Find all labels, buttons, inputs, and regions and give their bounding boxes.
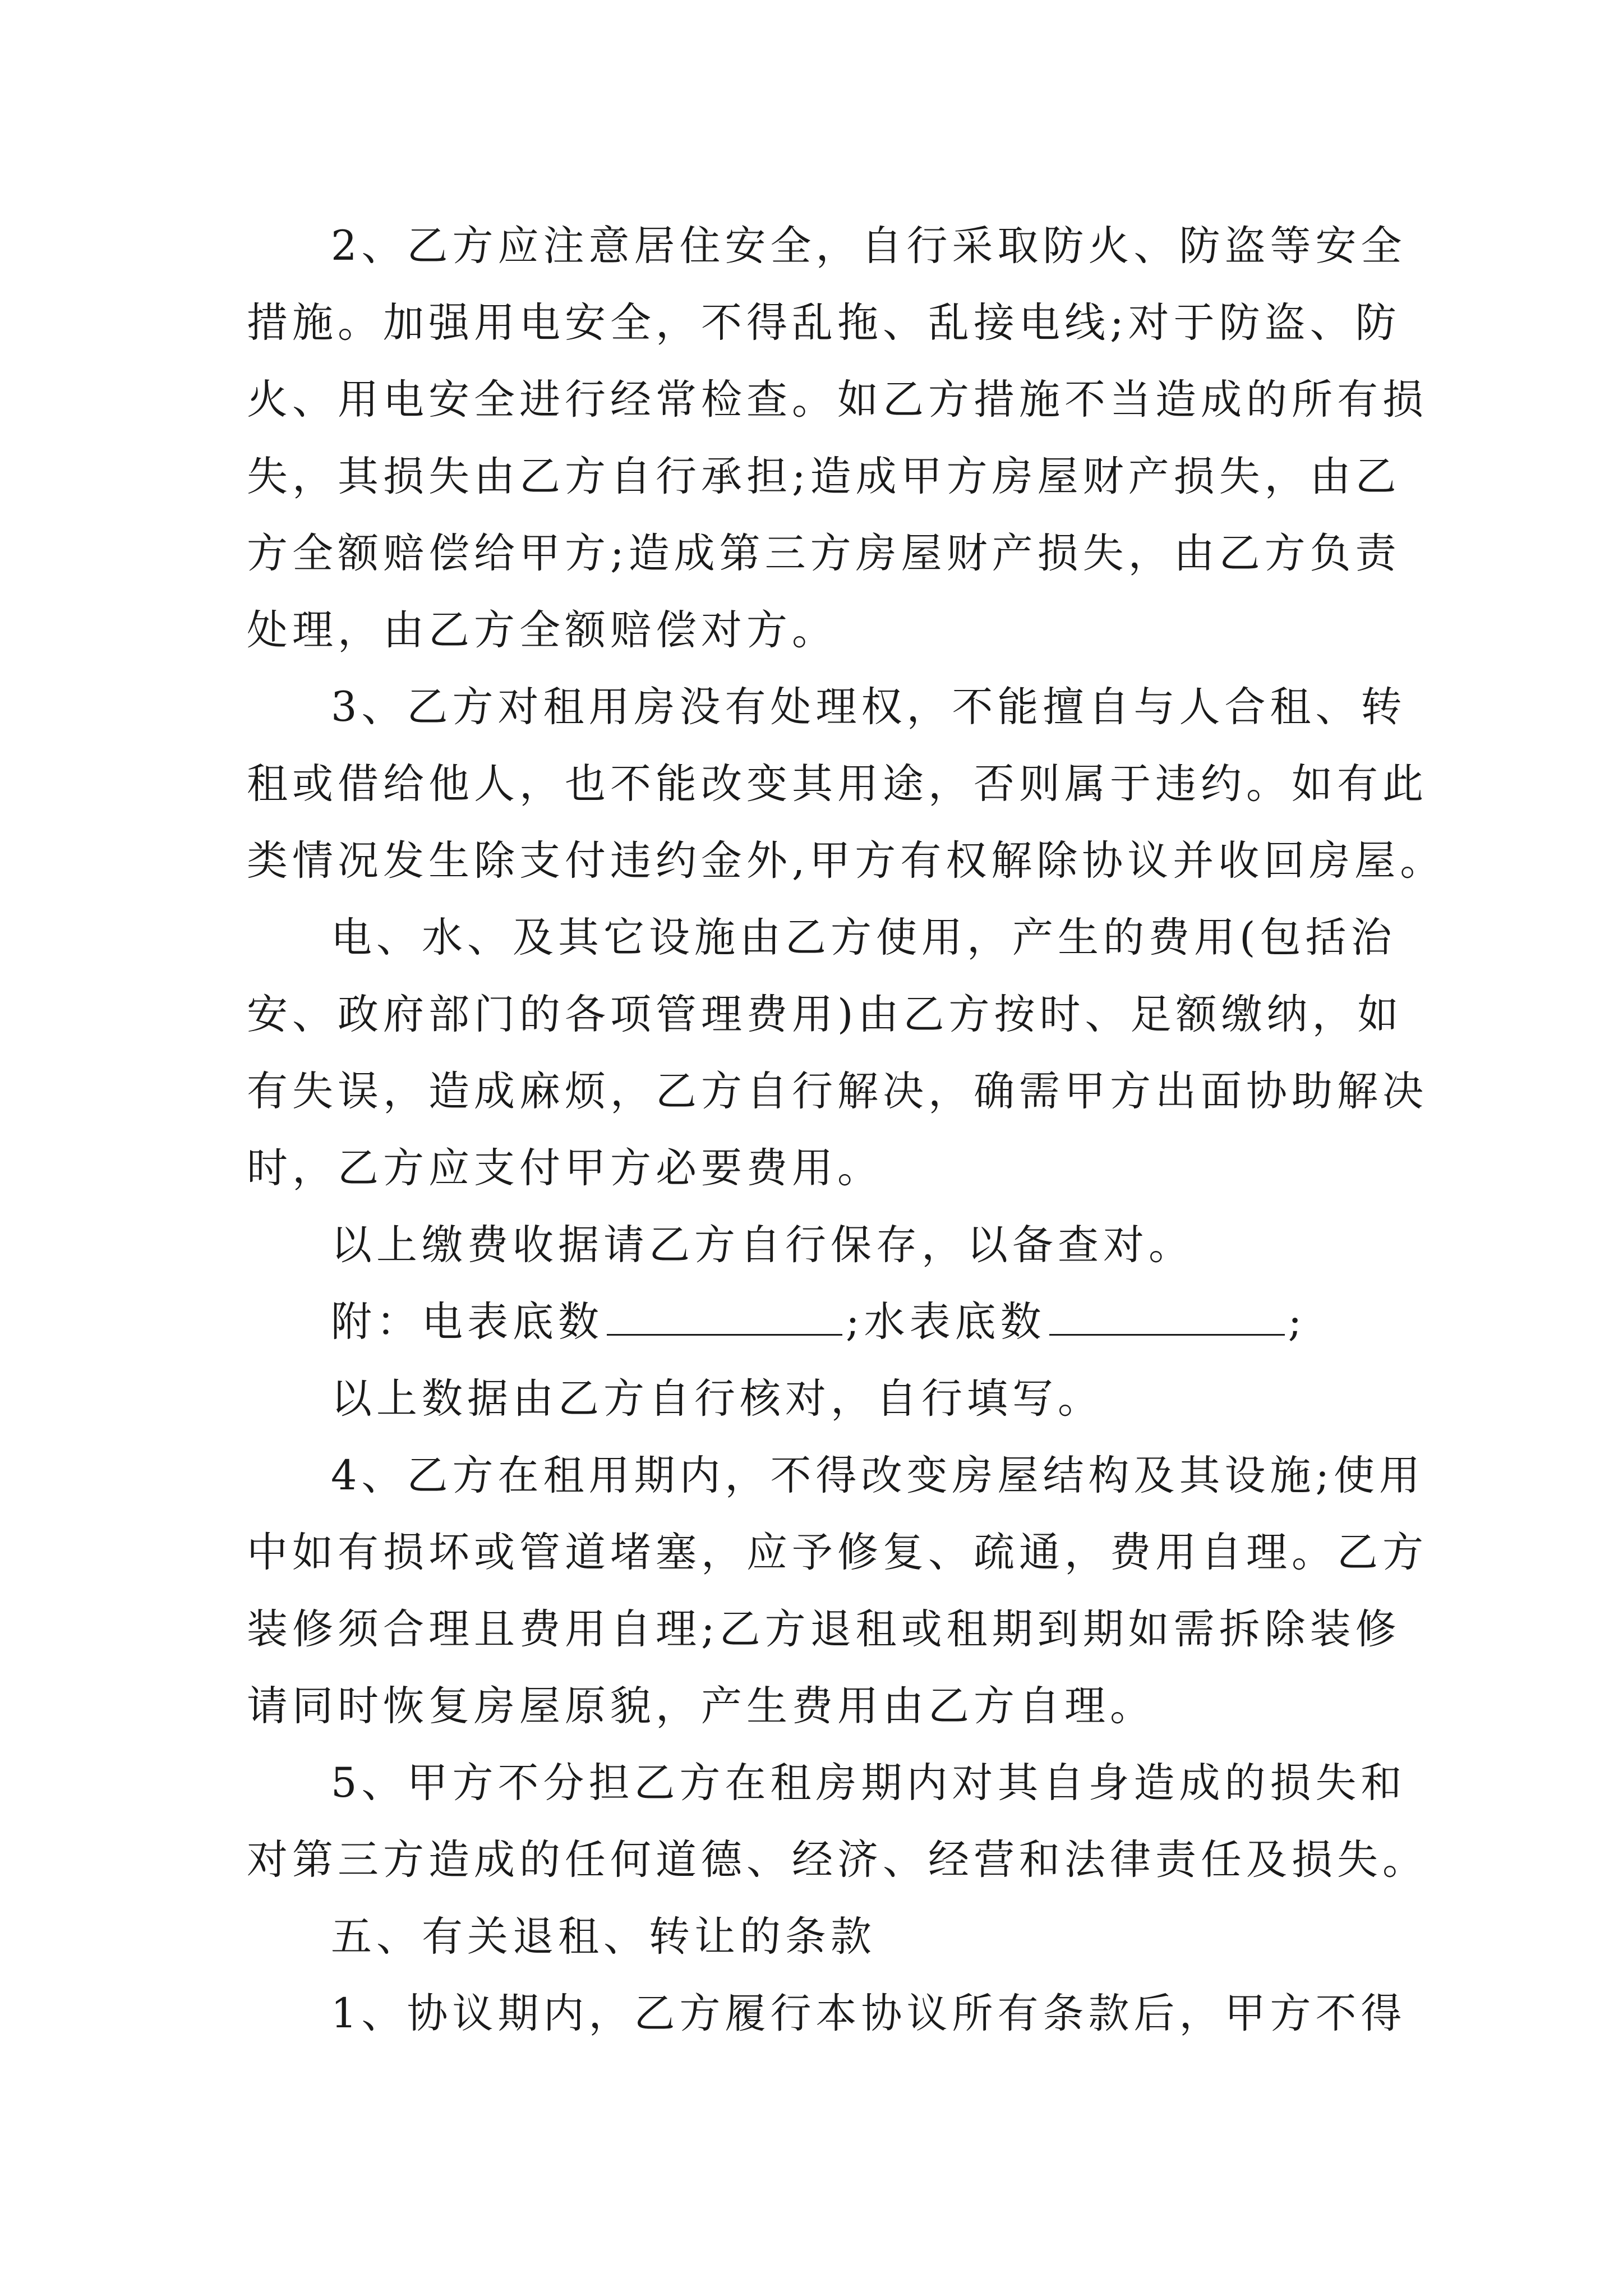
water-meter-blank [1049, 1300, 1285, 1336]
text-line: 1、协议期内，乙方履行本协议所有条款后，甲方不得 [331, 1990, 1407, 2037]
text-line: 中如有损坏或管道堵塞，应予修复、疏通，费用自理。乙方 [247, 1529, 1428, 1576]
water-meter-label: ;水表底数 [846, 1298, 1046, 1346]
text-line: 电、水、及其它设施由乙方使用，产生的费用(包括治 [331, 914, 1396, 961]
clause-5-paragraph [247, 1745, 1428, 1898]
text-line: 类情况发生除支付违约金外,甲方有权解除协议并收回房屋。 [247, 837, 1446, 885]
meter-readings-line [247, 1283, 1391, 1360]
text-line: 安、政府部门的各项管理费用)由乙方按时、足额缴纳，如 [247, 991, 1403, 1038]
utilities-paragraph [247, 899, 1428, 1207]
text-line: 请同时恢复房屋原貌，产生费用由乙方自理。 [247, 1682, 1155, 1730]
section-heading: 五、有关退租、转让的条款 [331, 1913, 876, 1961]
text-line: 有失误，造成麻烦，乙方自行解决，确需甲方出面协助解决 [247, 1068, 1428, 1115]
data-verification-note [247, 1360, 1391, 1437]
text-line: 失，其损失由乙方自行承担;造成甲方房屋财产损失，由乙 [247, 453, 1401, 500]
text-line: 4、乙方在租用期内，不得改变房屋结构及其设施;使用 [331, 1452, 1425, 1499]
clause-2-paragraph [247, 208, 1428, 669]
text-line: 以上缴费收据请乙方自行保存，以备查对。 [331, 1221, 1194, 1269]
meter-line [247, 1283, 1391, 1360]
text-line: 火、用电安全进行经常检查。如乙方措施不当造成的所有损 [247, 376, 1428, 424]
text-line: 对第三方造成的任何道德、经济、经营和法律责任及损失。 [247, 1836, 1428, 1884]
electric-meter-label: 附：电表底数 [331, 1298, 603, 1346]
receipt-note [247, 1207, 1391, 1283]
text-line: 以上数据由乙方自行核对，自行填写。 [331, 1375, 1103, 1423]
text-line: 时，乙方应支付甲方必要费用。 [247, 1144, 883, 1192]
electric-meter-blank [607, 1300, 842, 1336]
text-line: 租或借给他人，也不能改变其用途，否则属于违约。如有此 [247, 760, 1428, 808]
text-line: 措施。加强用电安全，不得乱拖、乱接电线;对于防盗、防 [247, 299, 1401, 347]
text-line: 3、乙方对租用房没有处理权，不能擅自与人合租、转 [331, 683, 1407, 731]
section-5-clause-1 [247, 1975, 1407, 2052]
clause-4-paragraph [247, 1437, 1428, 1745]
clause-3-paragraph [247, 669, 1446, 899]
text-line: 5、甲方不分担乙方在租房期内对其自身造成的损失和 [331, 1759, 1407, 1807]
meter-suffix: ; [1288, 1298, 1307, 1346]
text-line: 方全额赔偿给甲方;造成第三方房屋财产损失，由乙方负责 [247, 530, 1401, 577]
text-line: 处理，由乙方全额赔偿对方。 [247, 606, 837, 654]
text-line: 装修须合理且费用自理;乙方退租或租期到期如需拆除装修 [247, 1605, 1401, 1653]
section-5-heading [247, 1898, 1391, 1975]
document-body [247, 208, 1446, 2052]
text-line: 2、乙方应注意居住安全，自行采取防火、防盗等安全 [331, 222, 1407, 270]
